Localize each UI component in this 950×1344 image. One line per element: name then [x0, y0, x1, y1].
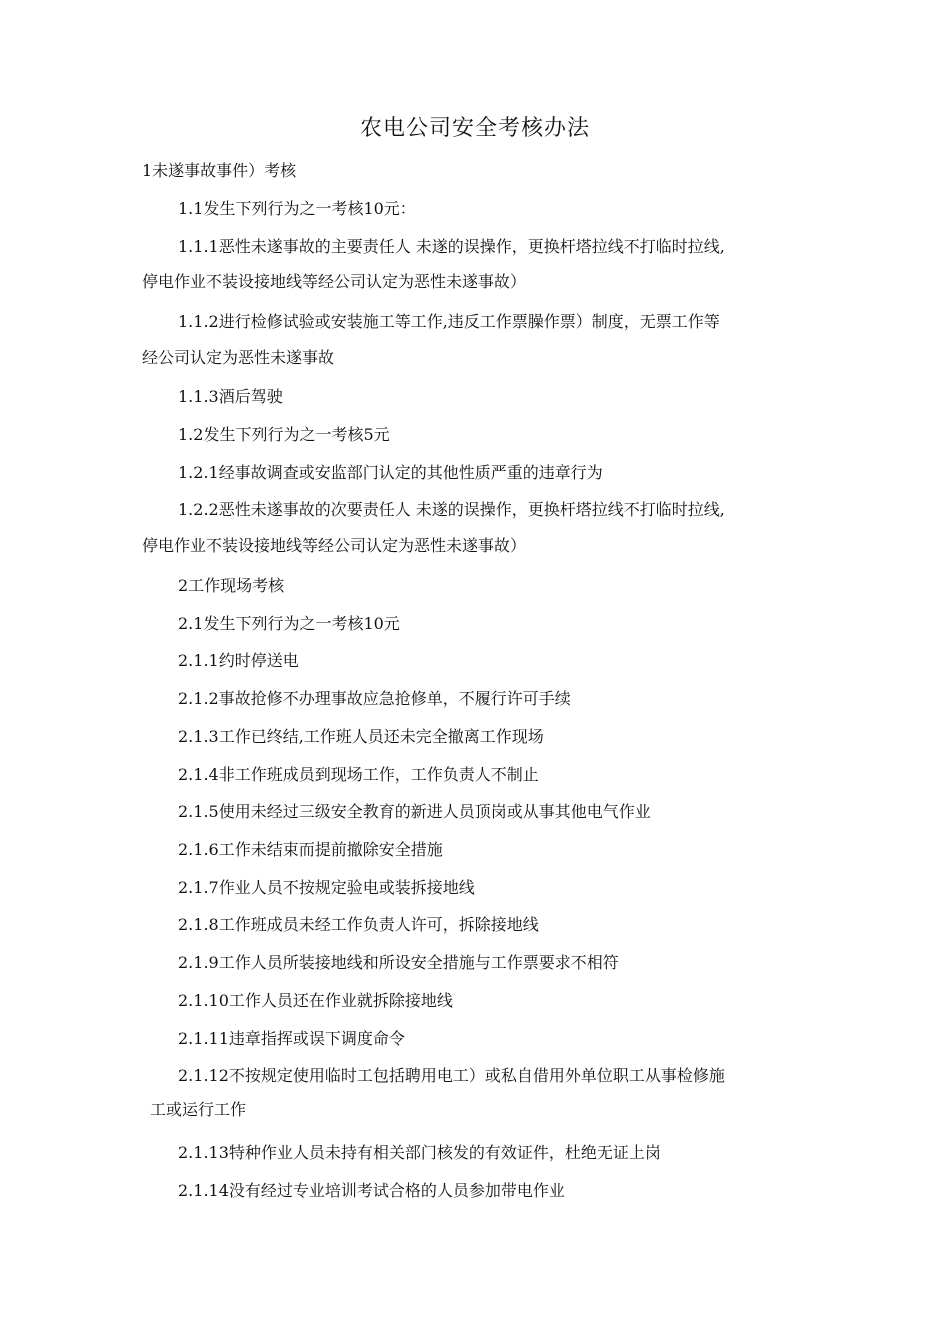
text-line: 1.2发生下列行为之一考核5元: [178, 425, 390, 444]
text-line: 工或运行工作: [150, 1100, 247, 1119]
text-line: 2.1.12不按规定使用临时工包括聘用电工）或私自借用外单位职工从事检修施: [178, 1066, 725, 1085]
text-line: 2.1.13特种作业人员未持有相关部门核发的有效证件，杜绝无证上岗: [178, 1143, 661, 1162]
text-line: 1.1发生下列行为之一考核10元：: [178, 199, 416, 218]
text-line: 1.2.1经事故调查或安监部门认定的其他性质严重的违章行为: [178, 463, 603, 482]
text-line: 1.1.1恶性未遂事故的主要责任人 未遂的误操作，更换杆塔拉线不打临时拉线,: [178, 237, 725, 256]
text-line: 2.1.9工作人员所装接地线和所设安全措施与工作票要求不相符: [178, 953, 619, 972]
text-line: 停电作业不装设接地线等经公司认定为恶性未遂事故）: [142, 272, 527, 291]
text-line: 2工作现场考核: [178, 576, 285, 595]
text-line: 2.1.2事故抢修不办理事故应急抢修单，不履行许可手续: [178, 689, 571, 708]
text-line: 2.1.11违章指挥或误下调度命令: [178, 1029, 405, 1048]
text-line: 1.1.3酒后驾驶: [178, 387, 283, 406]
text-line: 2.1.1约时停送电: [178, 651, 299, 670]
text-line: 2.1.6工作未结束而提前撤除安全措施: [178, 840, 443, 859]
text-line: 1未遂事故事件）考核: [142, 161, 297, 180]
text-line: 2.1.14没有经过专业培训考试合格的人员参加带电作业: [178, 1181, 565, 1200]
text-line: 2.1.5使用未经过三级安全教育的新进人员顶岗或从事其他电气作业: [178, 802, 651, 821]
text-line: 2.1.10工作人员还在作业就拆除接地线: [178, 991, 453, 1010]
document-title: 农电公司安全考核办法: [359, 116, 590, 141]
text-line: 经公司认定为恶性未遂事故: [142, 348, 335, 367]
text-line: 2.1.7作业人员不按规定验电或装拆接地线: [178, 878, 475, 897]
text-line: 2.1.4非工作班成员到现场工作，工作负责人不制止: [178, 765, 539, 784]
text-line: 2.1.3工作已终结,工作班人员还未完全撤离工作现场: [178, 727, 544, 746]
text-line: 2.1.8工作班成员未经工作负责人许可，拆除接地线: [178, 915, 539, 934]
text-line: 2.1发生下列行为之一考核10元: [178, 614, 400, 633]
text-line: 停电作业不装设接地线等经公司认定为恶性未遂事故）: [142, 536, 527, 555]
text-line: 1.1.2进行检修试验或安装施工等工作,违反工作票臊作票）制度，无票工作等: [178, 312, 720, 331]
text-line: 1.2.2恶性未遂事故的次要责任人 未遂的误操作，更换杆塔拉线不打临时拉线,: [178, 500, 725, 519]
